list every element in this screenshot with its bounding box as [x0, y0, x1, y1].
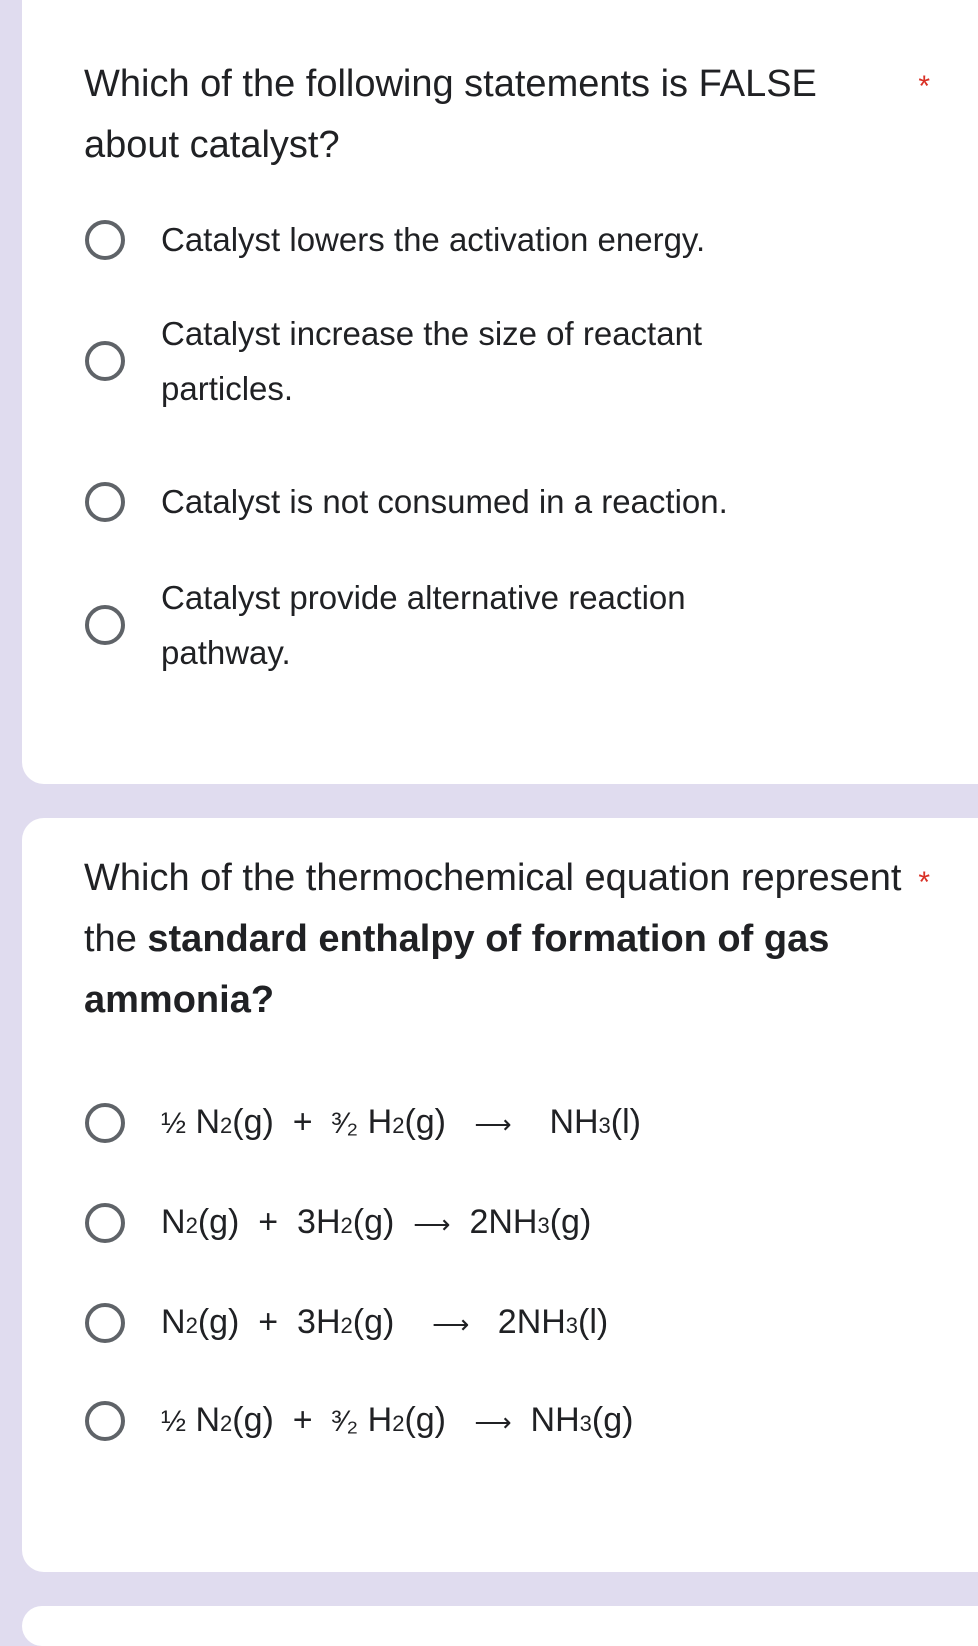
radio-button-icon[interactable] — [85, 341, 125, 381]
formula: H — [315, 1303, 341, 1341]
formula: NH — [488, 1203, 538, 1241]
radio-button-icon[interactable] — [85, 605, 125, 645]
radio-button-icon[interactable] — [85, 220, 125, 260]
state: (l) — [610, 1103, 641, 1141]
coefficient: ½ — [161, 1107, 187, 1140]
coefficient: 2 — [497, 1303, 517, 1341]
radio-button-icon[interactable] — [85, 1203, 125, 1243]
option-q2-c[interactable] — [84, 1302, 938, 1344]
formula: N — [195, 1401, 221, 1439]
option-q1-b[interactable] — [84, 306, 744, 416]
equation: N 2 (g) + 3 H 2 (g) ⟶ 2 NH 3 (g) — [161, 1202, 591, 1244]
coefficient: 3 — [297, 1203, 316, 1241]
state: (g) — [404, 1103, 447, 1141]
plus-sign: + — [292, 1401, 313, 1439]
formula: NH — [516, 1303, 566, 1341]
formula: NH — [530, 1401, 580, 1439]
equation: ½ N 2 (g) + ³⁄₂ H 2 (g) ⟶ NH 3 (l) — [161, 1102, 641, 1144]
radio-button-icon[interactable] — [85, 1103, 125, 1143]
question-card-1 — [22, 0, 978, 784]
required-asterisk: * — [918, 866, 930, 899]
formula: H — [315, 1203, 341, 1241]
equation: ½ N 2 (g) + ³⁄₂ H 2 (g) ⟶ NH 3 (g) — [161, 1400, 633, 1442]
question-card-2 — [22, 818, 978, 1572]
reaction-arrow-icon: ⟶ — [474, 1407, 512, 1437]
formula: N — [161, 1303, 186, 1341]
coefficient: 2 — [469, 1203, 489, 1241]
formula: H — [367, 1103, 393, 1141]
state: (g) — [549, 1203, 592, 1241]
radio-button-icon[interactable] — [85, 1303, 125, 1343]
required-asterisk: * — [918, 70, 930, 103]
option-q2-b[interactable] — [84, 1202, 938, 1244]
formula: N — [195, 1103, 221, 1141]
coefficient: 3 — [297, 1303, 316, 1341]
option-q2-a[interactable] — [84, 1102, 938, 1144]
formula: N — [161, 1203, 186, 1241]
reaction-arrow-icon: ⟶ — [474, 1109, 512, 1139]
option-q1-c[interactable] — [84, 474, 938, 529]
question-2-title — [84, 848, 904, 1031]
state: (g) — [352, 1203, 395, 1241]
option-q1-a[interactable] — [84, 212, 938, 267]
coefficient: ³⁄₂ — [331, 1405, 359, 1438]
option-q2-d[interactable] — [84, 1400, 938, 1442]
question-card-3 — [22, 1606, 978, 1646]
state: (g) — [232, 1103, 274, 1141]
question-2-bold-text: standard enthalpy of formation of gas ammonia? — [84, 918, 830, 1021]
option-label: Catalyst lowers the activation energy. — [161, 221, 706, 258]
coefficient: ³⁄₂ — [331, 1107, 359, 1140]
option-label: Catalyst increase the size of reactant particles. — [161, 315, 712, 407]
state: (g) — [352, 1303, 395, 1341]
state: (g) — [197, 1303, 240, 1341]
option-label: Catalyst is not consumed in a reaction. — [161, 483, 728, 520]
option-label: Catalyst provide alternative reaction pathway. — [161, 579, 695, 671]
plus-sign: + — [258, 1203, 279, 1241]
radio-button-icon[interactable] — [85, 1401, 125, 1441]
formula: H — [367, 1401, 393, 1439]
coefficient: ½ — [161, 1405, 187, 1438]
plus-sign: + — [292, 1103, 313, 1141]
question-2-text: Which of the thermochemical equation represent the — [84, 857, 902, 960]
question-1-title: Which of the following statements is FALSE about catalyst? — [84, 63, 817, 166]
radio-button-icon[interactable] — [85, 482, 125, 522]
state: (g) — [404, 1401, 447, 1439]
plus-sign: + — [258, 1303, 279, 1341]
state: (g) — [591, 1401, 634, 1439]
reaction-arrow-icon: ⟶ — [432, 1309, 470, 1339]
option-q1-d[interactable] — [84, 570, 724, 680]
equation: N 2 (g) + 3 H 2 (g) ⟶ 2 NH 3 (l) — [161, 1302, 608, 1344]
reaction-arrow-icon: ⟶ — [413, 1209, 451, 1239]
state: (l) — [578, 1303, 609, 1341]
state: (g) — [197, 1203, 240, 1241]
state: (g) — [232, 1401, 274, 1439]
formula: NH — [549, 1103, 599, 1141]
